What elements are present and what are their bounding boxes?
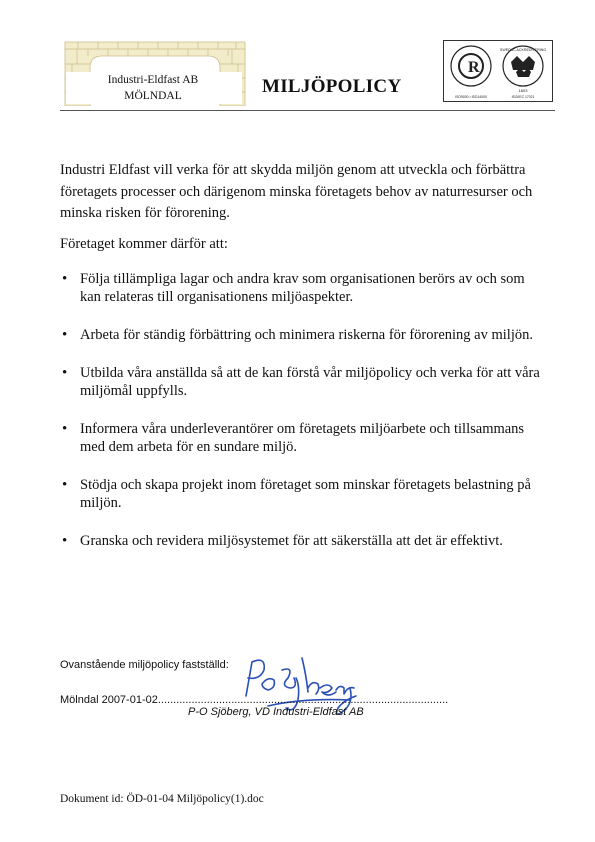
list-item: • Informera våra underleverantörer om företagets miljöarbete och tillsammans med dem arbeta för en sundare miljö. (60, 420, 540, 456)
date-line: Mölndal 2007-01-02............................................................................................... (60, 694, 449, 706)
document-id: Dokument id: ÖD-01-04 Miljöpolicy(1).doc (60, 793, 264, 805)
list-item: • Granska och revidera miljösystemet för att säkerställa att det är effektivt. (60, 532, 540, 550)
document-title: MILJÖPOLICY (262, 76, 402, 97)
signer-name: P-O Sjöberg, VD Industri-Eldfast AB (188, 706, 364, 718)
list-item: • Följa tillämpliga lagar och andra krav som organisationen berörs av och som kan relateras till organisationens miljöaspekter. (60, 270, 540, 306)
cert-iso-left: ISO9000 • ISO14000 (455, 95, 487, 99)
company-name-line1: Industri-Eldfast AB (107, 74, 199, 86)
cert-text: SWEDAC ACKREDITERING (499, 48, 547, 52)
cert-number: 1603 (518, 88, 528, 93)
list-item: • Utbilda våra anställda så att de kan förstå vår miljöpolicy och verka för att våra miljömål uppfylls. (60, 364, 540, 400)
list-item: • Stödja och skapa projekt inom företaget som minskar företagets belastning på miljön. (60, 476, 540, 512)
svg-text:R: R (468, 59, 480, 76)
lead-sentence: Företaget kommer därför att: (60, 236, 228, 252)
company-location: MÖLNDAL (124, 90, 182, 102)
company-name (68, 72, 238, 104)
cert-iso-right: ISO/IEC 17021 (511, 95, 535, 99)
policy-bullet-list (60, 270, 540, 570)
intro-paragraph: Industri Eldfast vill verka för att skydda miljön genom att utveckla och förbättra företagets processer och därigenom minska företagets behov av naturresurser och minska risken för förorening. (60, 162, 533, 221)
header-divider (60, 110, 555, 111)
fixed-label: Ovanstående miljöpolicy fastställd: (60, 659, 229, 671)
swedac-accreditation-seal-icon (443, 40, 553, 102)
list-item: • Arbeta för ständig förbättring och minimera riskerna för förorening av miljön. (60, 326, 540, 344)
